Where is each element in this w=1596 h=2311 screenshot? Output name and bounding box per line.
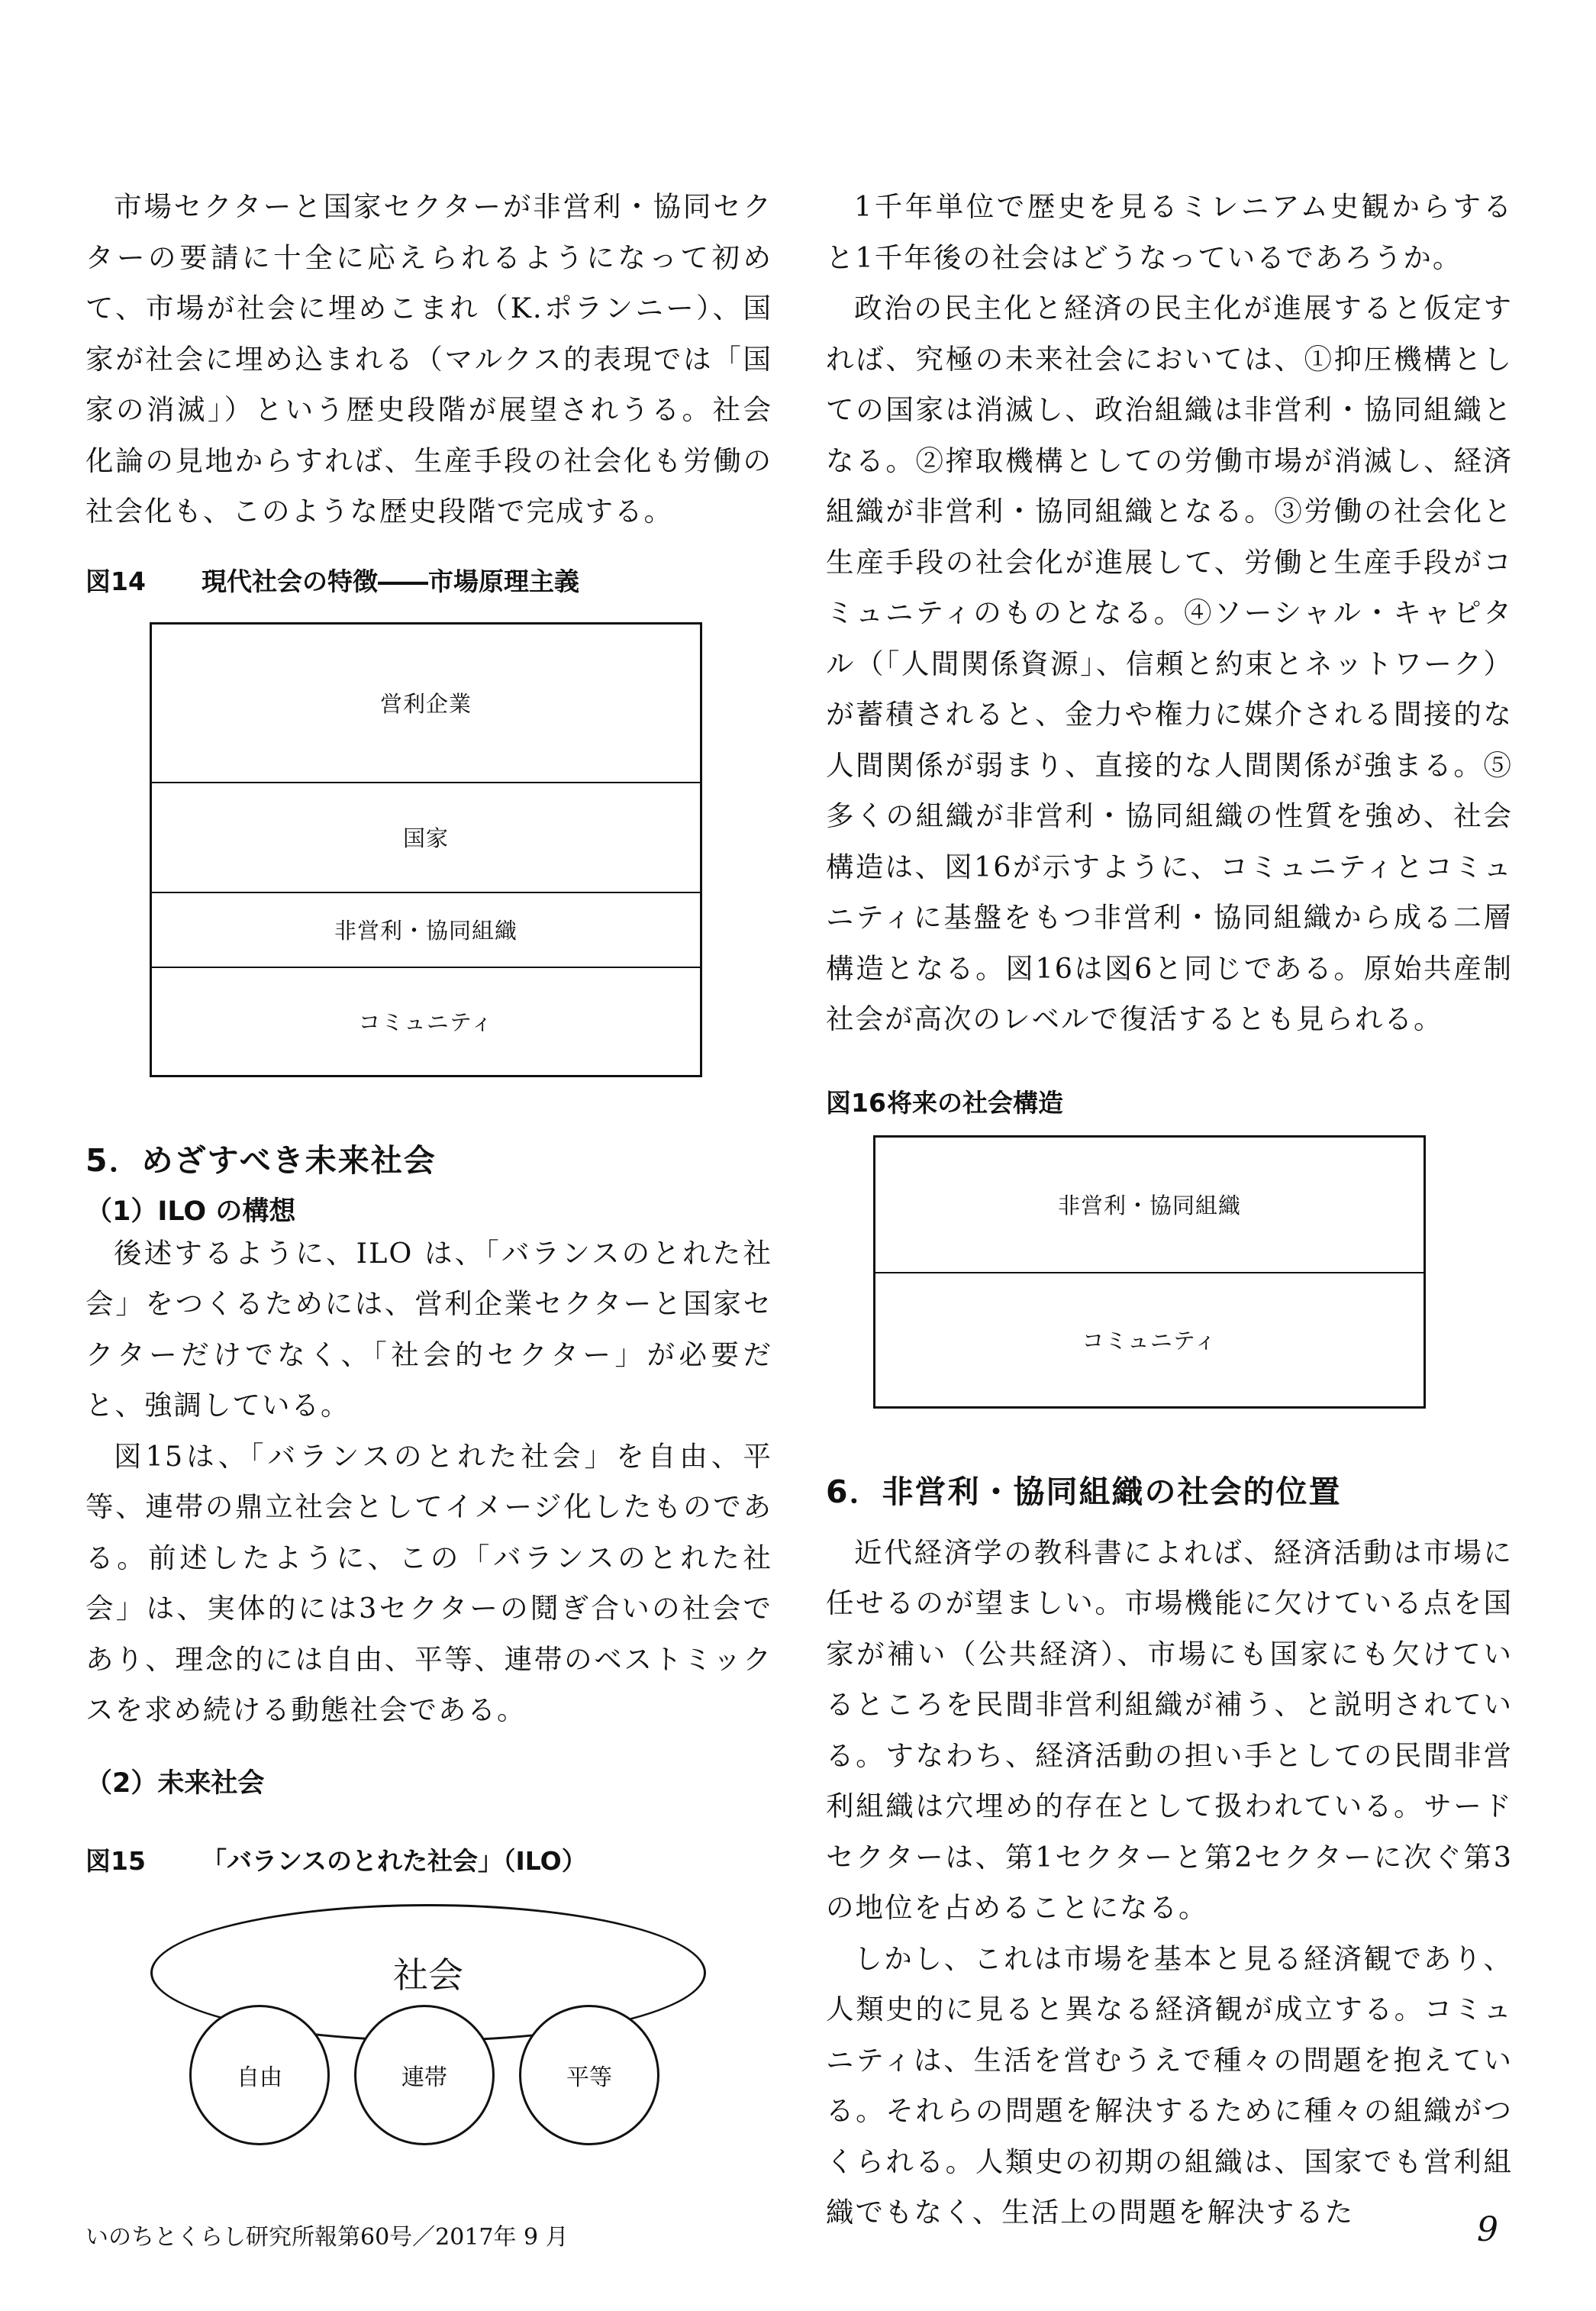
paragraph: 後述するように、ILO は、「バランスのとれた社会」をつくるためには、営利企業セクターと国家セクターだけでなく、「社会的セクター」が必要だと、強調している。	[85, 1236, 772, 1422]
layer-box-4: コミュニティ	[152, 967, 700, 1075]
paragraph: 市場セクターと国家セクターが非営利・協同セクターの要請に十全に応えられるようになって初めて、市場が社会に埋めこまれ（K.ポランニー）、国家が社会に埋め込まれる（マルクス的表現では「国家の消滅」）という歴史段階が展望されうる。社会化論の見地からすれば、生産手段の社会化も労働の社会化も、このような歴史段階で完成する。	[85, 190, 772, 528]
footer-journal: いのちとくらし研究所報第60号／2017年 9 月	[85, 2224, 569, 2251]
figure-14-caption	[85, 566, 772, 597]
figure-title: 将来の社会構造	[887, 1087, 1063, 1118]
circle-equality: 平等	[519, 2005, 659, 2145]
paragraph: 政治の民主化と経済の民主化が進展すると仮定すれば、究極の未来社会においては、①抑圧機構としての国家は消滅し、政治組織は非営利・協同組織となる。②搾取機構としての労働市場が消滅し、経済組織が非営利・協同組織となる。③労働の社会化と生産手段の社会化が進展して、労働と生産手段がコミュニティのものとなる。④ソーシャル・キャピタル（「人間関係資源」、信頼と約束とネットワーク）が蓄積されると、金力や権力に媒介される間接的な人間関係が弱まり、直接的な人間関係が強まる。⑤多くの組織が非営利・協同組織の性質を強め、社会構造は、図16が示すように、コミュニティとコミュニティに基盤をもつ非営利・協同組織から成る二層構造となる。図16は図6と同じである。原始共産制社会が高次のレベルで復活するとも見られる。	[826, 292, 1513, 1035]
figure-15-diagram	[85, 1904, 772, 2148]
page-number: 9	[1477, 2210, 1498, 2249]
paragraph: 図15は、「バランスのとれた社会」を自由、平等、連帯の鼎立社会としてイメージ化したものである。前述したように、この「バランスのとれた社会」は、実体的には3セクターの鬩ぎ合いの社会であり、理念的には自由、平等、連帯のベストミックスを求め続ける動態社会である。	[85, 1439, 772, 1726]
figure-number: 図14	[85, 566, 146, 596]
figure-14-diagram	[150, 622, 702, 1077]
layer-box-2: 国家	[152, 782, 700, 892]
subsection-heading-2: （2）未来社会	[85, 1767, 265, 1799]
layer-box-2: コミュニティ	[875, 1272, 1424, 1406]
layer-box-1: 非営利・協同組織	[1057, 1193, 1241, 1218]
layer-box-3: 非営利・協同組織	[152, 892, 700, 967]
layer-box-1: 営利企業	[379, 691, 472, 717]
figure-title: 現代社会の特徴――市場原理主義	[202, 566, 579, 596]
right-column	[826, 182, 1513, 2238]
society-ellipse: 社会	[150, 1904, 706, 2041]
figure-16-caption	[826, 1088, 1513, 1118]
section-heading-6: 6．非営利・協同組織の社会的位置	[826, 1473, 1342, 1510]
paragraph: しかし、これは市場を基本と見る経済観であり、人類史的に見ると異なる経済観が成立する。コミュニティは、生活を営むうえで種々の問題を抱えている。それらの問題を解決するために種々の組織がつくられる。人類史の初期の組織は、国家でも営利組織でもなく、生活上の問題を解決するた	[826, 1941, 1513, 2229]
figure-title: 「バランスのとれた社会」（ILO）	[202, 1845, 587, 1876]
circle-solidarity: 連帯	[354, 2005, 495, 2145]
figure-15-caption	[85, 1846, 772, 1877]
paragraph: 近代経済学の教科書によれば、経済活動は市場に任せるのが望ましい。市場機能に欠けている点を国家が補い（公共経済）、市場にも国家にも欠けているところを民間非営利組織が補う、と説明されている。すなわち、経済活動の担い手としての民間非営利組織は穴埋め的存在として扱われている。サードセクターは、第1セクターと第2セクターに次ぐ第3の地位を占めることになる。	[826, 1535, 1513, 1924]
circle-freedom: 自由	[189, 2005, 330, 2145]
section-heading-5: 5．めざすべき未来社会	[85, 1141, 437, 1179]
paragraph: 1千年単位で歴史を見るミレニアム史観からすると1千年後の社会はどうなっているであろうか。	[826, 190, 1513, 274]
left-column	[85, 182, 772, 2148]
figure-16-diagram	[873, 1135, 1426, 1409]
figure-number: 図15	[85, 1845, 146, 1876]
figure-number: 図16	[826, 1087, 886, 1118]
subsection-heading-1: （1）ILO の構想	[85, 1196, 296, 1227]
